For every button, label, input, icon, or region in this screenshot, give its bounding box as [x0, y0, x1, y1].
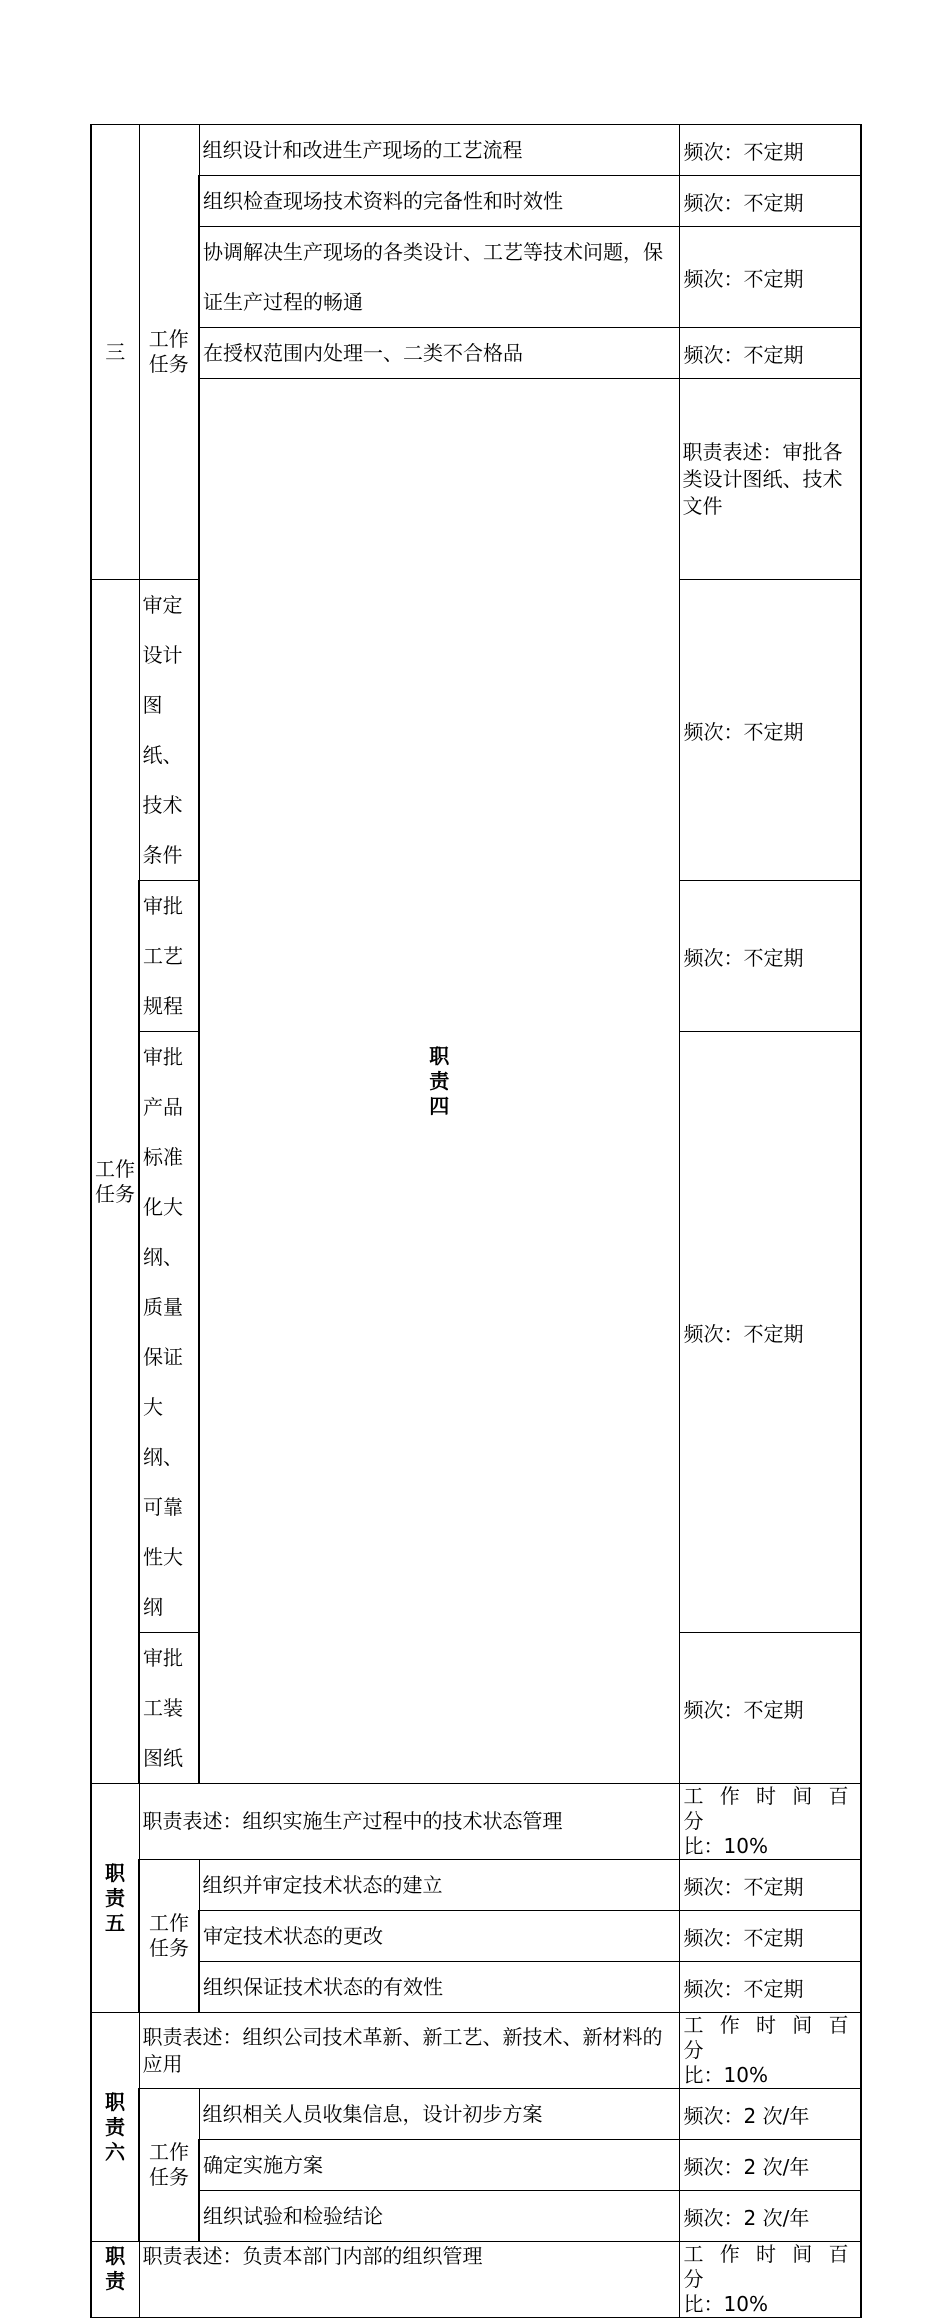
task-frequency: 频次：2 次/年 [679, 2140, 861, 2191]
task-text: 审批产品标准化大纲、质量保证大纲、可靠性大纲 [139, 1032, 199, 1633]
table-row [91, 1784, 861, 1860]
task-text: 审定设计图纸、技术条件 [139, 580, 199, 881]
task-text: 组织保证技术状态的有效性 [199, 1962, 679, 2013]
task-frequency: 频次：不定期 [679, 881, 861, 1032]
table-row [91, 2191, 861, 2242]
duty-description: 职责表述：审批各类设计图纸、技术文件 [679, 379, 861, 580]
duty-description: 职责表述：组织实施生产过程中的技术状态管理 [139, 1784, 679, 1860]
task-text: 组织相关人员收集信息，设计初步方案 [199, 2089, 679, 2140]
task-frequency: 频次：不定期 [679, 227, 861, 328]
task-frequency: 频次：不定期 [679, 176, 861, 227]
task-text: 协调解决生产现场的各类设计、工艺等技术问题，保证生产过程的畅通 [199, 227, 679, 328]
task-label: 工作任务 [139, 1860, 199, 2013]
task-label: 工作任务 [139, 125, 199, 580]
task-text: 审定技术状态的更改 [199, 1911, 679, 1962]
task-frequency: 频次：不定期 [679, 1032, 861, 1633]
table-row [91, 379, 861, 580]
section-head-seven: 职责 [91, 2242, 139, 2318]
table-row [91, 2140, 861, 2191]
time-percentage: 工作时间百分 比：10% [679, 2013, 861, 2089]
task-label: 工作任务 [91, 580, 139, 1784]
task-frequency: 频次：不定期 [679, 1860, 861, 1911]
task-label: 工作任务 [139, 2089, 199, 2242]
task-text: 组织设计和改进生产现场的工艺流程 [199, 125, 679, 176]
table-row [91, 1860, 861, 1911]
table-row [91, 328, 861, 379]
time-percentage: 工作时间百分 比：10% [679, 1784, 861, 1860]
time-percentage: 工作时间百分 比：10% [679, 2242, 861, 2318]
task-frequency: 频次：不定期 [679, 125, 861, 176]
task-frequency: 频次：不定期 [679, 1962, 861, 2013]
table-row [91, 1962, 861, 2013]
task-frequency: 频次：2 次/年 [679, 2089, 861, 2140]
task-frequency: 频次：2 次/年 [679, 2191, 861, 2242]
section-head-four: 职责四 [199, 379, 679, 1784]
duty-table [90, 124, 862, 2318]
task-text: 审批工艺规程 [139, 881, 199, 1032]
task-text: 审批工装图纸 [139, 1633, 199, 1784]
task-text: 组织试验和检验结论 [199, 2191, 679, 2242]
table-row [91, 2089, 861, 2140]
duty-description: 职责表述：组织公司技术革新、新工艺、新技术、新材料的应用 [139, 2013, 679, 2089]
table-row [91, 2013, 861, 2089]
task-text: 确定实施方案 [199, 2140, 679, 2191]
task-text: 组织并审定技术状态的建立 [199, 1860, 679, 1911]
task-text: 在授权范围内处理一、二类不合格品 [199, 328, 679, 379]
section-head-six: 职责六 [91, 2013, 139, 2242]
table-row [91, 2242, 861, 2318]
task-text: 组织检查现场技术资料的完备性和时效性 [199, 176, 679, 227]
table-row [91, 125, 861, 176]
table-row [91, 1911, 861, 1962]
task-frequency: 频次：不定期 [679, 580, 861, 881]
section-head-three: 三 [91, 125, 139, 580]
table-row [91, 176, 861, 227]
section-head-five: 职责五 [91, 1784, 139, 2013]
table-row [91, 227, 861, 328]
duty-description: 职责表述：负责本部门内部的组织管理 [139, 2242, 679, 2318]
task-frequency: 频次：不定期 [679, 1633, 861, 1784]
task-frequency: 频次：不定期 [679, 328, 861, 379]
task-frequency: 频次：不定期 [679, 1911, 861, 1962]
